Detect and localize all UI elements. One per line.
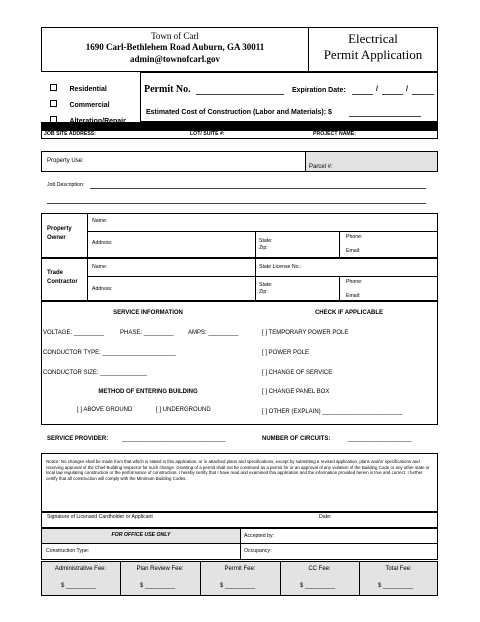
expiration-month-field[interactable]: [352, 94, 373, 95]
check-power-pole[interactable]: [ ] POWER POLE: [262, 350, 310, 356]
contractor-email-label: Email:: [346, 293, 361, 299]
commercial-label: Commercial: [69, 102, 110, 109]
occupancy-label: Occupancy:: [244, 548, 272, 554]
org-email: admin@townofcarl.gov: [129, 54, 221, 64]
signature-label: Signature of Licensed Cardholder or Applicant: [47, 514, 153, 520]
contractor-section-label-1: Trade: [47, 270, 64, 276]
owner-email-label: Email:: [346, 248, 361, 254]
conductor-type-field[interactable]: CONDUCTOR TYPE: ______________________: [43, 350, 176, 356]
method-heading: METHOD OF ENTERING BUILDING: [98, 389, 198, 395]
owner-state-label: State:: [259, 238, 273, 244]
voltage-field[interactable]: VOLTAGE: _________: [43, 330, 104, 336]
job-site-label: JOB SITE ADDRESS:: [44, 131, 96, 137]
expiration-slash-1: /: [376, 86, 378, 93]
expiration-year-field[interactable]: [412, 94, 434, 95]
cc-fee-amount[interactable]: $ _________: [300, 583, 336, 589]
job-description-field-1[interactable]: [90, 188, 426, 189]
office-use-heading: FOR OFFICE USE ONLY: [111, 532, 171, 538]
admin-fee-amount[interactable]: $ _________: [61, 583, 97, 589]
office-use-divider: [240, 528, 241, 560]
contractor-license-label: State License No.:: [259, 264, 302, 270]
job-description-field-2[interactable]: [47, 203, 426, 204]
plan-review-fee-label: Plan Review Fee:: [136, 566, 184, 572]
owner-section-label-1: Property: [47, 226, 72, 232]
contractor-state-label: State:: [259, 282, 273, 288]
phase-field[interactable]: PHASE: _________: [120, 330, 174, 336]
property-use-label: Property Use:: [47, 158, 84, 164]
owner-address-label: Address:: [92, 240, 113, 246]
date-label: Date:: [319, 514, 332, 520]
contractor-row-divider: [87, 276, 438, 277]
underground-option[interactable]: [ ] UNDERGROUND: [156, 407, 211, 413]
permit-no-field[interactable]: [196, 94, 284, 95]
org-name: Town of Carl: [151, 31, 199, 41]
check-temporary-power-pole[interactable]: [ ] TEMPORARY POWER POLE: [262, 330, 349, 336]
residential-label: Residential: [69, 86, 107, 93]
notice-text: Notice: No changes shall be made from that which is stated in this application, or in attached plans and specifications, except by submitting a revised application, plans and/or specifications and receiving approval of the Chief Building Inspector for such change. Granting of a permit shall not be construed as a permit for or an approval of any violation of the Building Code or any other state or local law regulating construction or the performance of construction. I hereby certify that I have read and examined this application and the information provided herein is true and correct. I further certify that all construction will comply with the Minimum Building Codes.: [46, 459, 430, 481]
estimated-cost-field[interactable]: [349, 116, 421, 117]
above-ground-option[interactable]: [ ] ABOVE GROUND: [77, 407, 133, 413]
contractor-section-label-2: Contractor: [47, 279, 78, 285]
residential-checkbox[interactable]: [50, 84, 57, 91]
title-line2: Permit Application: [323, 47, 423, 62]
total-fee-amount[interactable]: $ _________: [378, 583, 414, 589]
owner-section-divider: [87, 213, 88, 258]
service-info-heading: SERVICE INFORMATION: [113, 310, 183, 316]
cc-fee-label: CC Fee:: [308, 566, 331, 572]
office-use-row-divider: [41, 543, 438, 544]
check-change-panel-box[interactable]: [ ] CHANGE PANEL BOX: [262, 389, 330, 395]
expiration-label: Expiration Date:: [292, 87, 346, 94]
permit-no-label: Permit No.: [144, 84, 191, 95]
owner-state-divider: [255, 231, 256, 258]
owner-phone-label: Phone:: [346, 234, 363, 240]
construction-type-label: Construction Type:: [46, 548, 90, 554]
accepted-by-label: Accepted by:: [244, 533, 274, 539]
expiration-slash-2: /: [406, 86, 408, 93]
circuits-label: NUMBER OF CIRCUITS:: [262, 436, 331, 442]
property-use-divider: [305, 151, 306, 172]
circuits-field[interactable]: ___________________: [348, 436, 412, 442]
admin-fee-label: Administrative Fee:: [54, 566, 107, 572]
owner-phone-divider: [339, 231, 340, 258]
owner-section-label-2: Owner: [47, 235, 66, 241]
owner-name-label: Name:: [92, 218, 108, 224]
contractor-zip-label: Zip:: [259, 289, 268, 295]
expiration-day-field[interactable]: [382, 94, 403, 95]
plan-review-fee-amount[interactable]: $ _________: [140, 583, 176, 589]
conductor-size-field[interactable]: CONDUCTOR SIZE: ______________: [43, 370, 147, 376]
job-site-bar: [41, 122, 438, 130]
contractor-name-label: Name:: [92, 264, 108, 270]
project-name-label: PROJECT NAME:: [313, 131, 356, 137]
job-description-label: Job Description:: [47, 182, 85, 188]
check-applicable-heading: CHECK IF APPLICABLE: [314, 310, 384, 316]
job-site-row: [41, 130, 438, 139]
contractor-section-divider: [87, 258, 88, 301]
parcel-label: Parcel #:: [309, 164, 333, 170]
amps-field[interactable]: AMPS: _________: [188, 330, 239, 336]
owner-zip-label: Zip:: [259, 245, 268, 251]
owner-row-divider: [87, 231, 438, 232]
commercial-checkbox[interactable]: [50, 100, 57, 107]
estimated-cost-label: Estimated Cost of Construction (Labor and Materials): $: [146, 109, 332, 116]
contractor-phone-label: Phone:: [346, 279, 363, 285]
permit-fee-amount[interactable]: $ _________: [220, 583, 256, 589]
title-line1: Electrical: [348, 31, 398, 46]
lot-suite-label: LOT/ SUITE #:: [190, 131, 225, 137]
service-provider-field[interactable]: _______________________________: [122, 436, 226, 442]
permit-fee-label: Permit Fee:: [224, 566, 256, 572]
check-other-explain[interactable]: [ ] OTHER (EXPLAIN) ________________________: [262, 409, 403, 415]
contractor-license-divider: [255, 258, 256, 301]
contractor-phone-divider: [339, 276, 340, 301]
check-change-of-service[interactable]: [ ] CHANGE OF SERVICE: [262, 370, 333, 376]
org-address: 1690 Carl-Bethlehem Road Auburn, GA 30011: [85, 42, 265, 52]
service-provider-label: SERVICE PROVIDER:: [47, 436, 109, 442]
contractor-address-label: Address:: [92, 286, 113, 292]
total-fee-label: Total Fee:: [385, 566, 412, 572]
